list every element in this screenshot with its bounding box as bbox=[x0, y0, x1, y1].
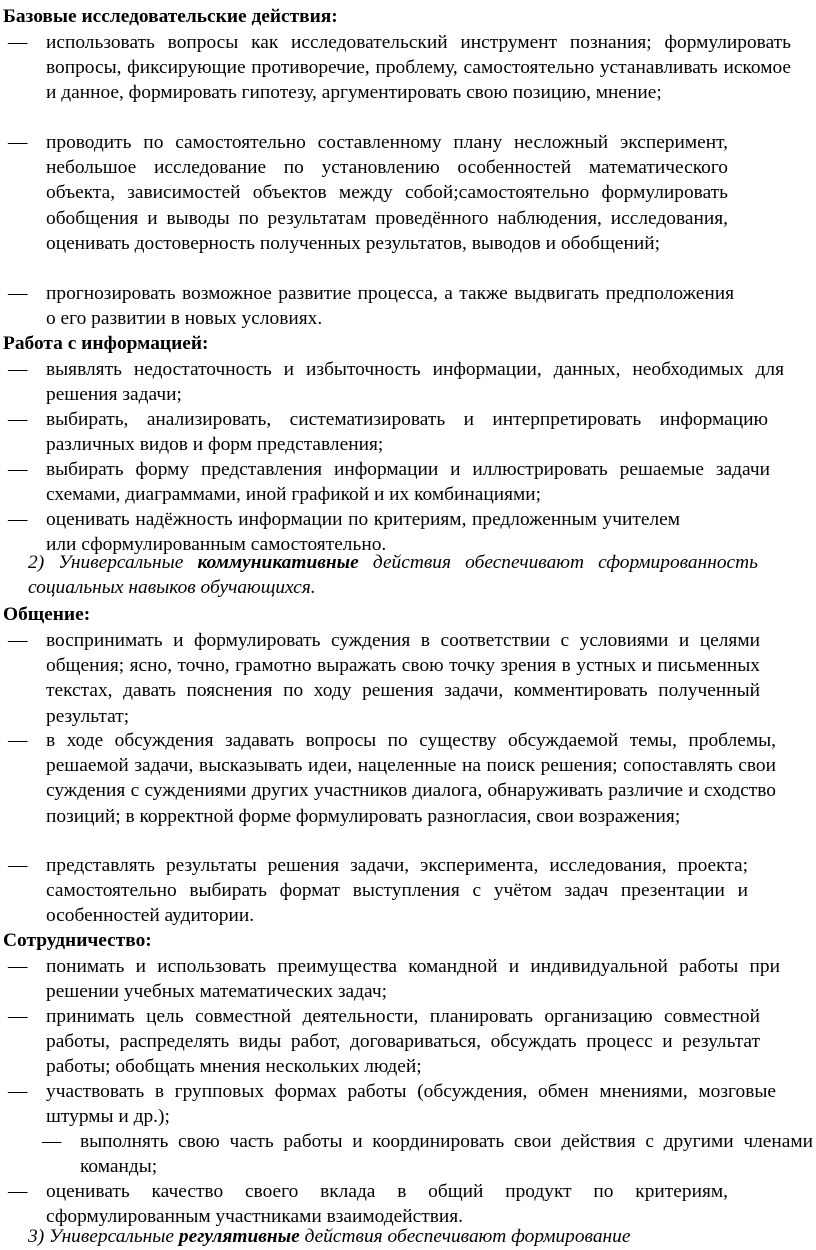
list-item-text: оценивать качество своего вклада в общий продукт по критериям, сформулированным участниками взаимодействия. bbox=[46, 1181, 728, 1228]
list-item-text: понимать и использовать преимущества командной и индивидуальной работы при решении учебных математических задач; bbox=[46, 956, 780, 1003]
section-heading-cooperation: Сотрудничество: bbox=[3, 930, 152, 951]
note-keyword: коммуникативные bbox=[197, 552, 359, 573]
dash-marker: — bbox=[8, 283, 28, 304]
dash-marker: — bbox=[8, 630, 28, 651]
dash-marker: — bbox=[8, 32, 28, 53]
list-item-text: выполнять свою часть работы и координировать свои действия с другими членами команды; bbox=[80, 1131, 813, 1178]
list-item-text: оценивать надёжность информации по критериям, предложенным учителем или сформулированным самостоятельно. bbox=[46, 509, 680, 556]
list-item bbox=[8, 1179, 728, 1229]
dash-marker: — bbox=[8, 1006, 28, 1027]
list-item-text: выявлять недостаточность и избыточность информации, данных, необходимых для решения задачи; bbox=[46, 359, 784, 406]
list-item-text: участвовать в групповых формах работы (обсуждения, обмен мнениями, мозговые штурмы и др.); bbox=[46, 1081, 776, 1128]
note-prefix: 3) Универсальные bbox=[28, 1226, 179, 1247]
list-item bbox=[8, 281, 734, 331]
list-item-text: воспринимать и формулировать суждения в соответствии с условиями и целями общения; ясно, точно, грамотно выражать свою точку зрения в устных и письменных текстах, давать пояснения по ходу решения задачи, комментировать полученный результат; bbox=[46, 630, 760, 727]
list-item-text: выбирать форму представления информации и иллюстрировать решаемые задачи схемами, диаграммами, иной графикой и их комбинациями; bbox=[46, 459, 770, 506]
dash-marker: — bbox=[8, 956, 28, 977]
list-item-text: принимать цель совместной деятельности, планировать организацию совместной работы, распределять виды работ, договариваться, обсуждать процесс и результат работы; обобщать мнения нескольких людей; bbox=[46, 1006, 760, 1078]
section-heading-communication: Общение: bbox=[3, 604, 91, 625]
list-item bbox=[8, 357, 784, 407]
note-prefix: 2) Универсальные bbox=[28, 552, 198, 573]
dash-marker: — bbox=[8, 730, 28, 751]
list-item bbox=[8, 130, 728, 256]
list-item-text: прогнозировать возможное развитие процесса, а также выдвигать предположения о его развитии в новых условиях. bbox=[46, 283, 734, 330]
list-item bbox=[8, 1079, 776, 1129]
dash-marker: — bbox=[8, 509, 28, 530]
note-keyword: регулятивные bbox=[178, 1226, 300, 1247]
list-item-text: в ходе обсуждения задавать вопросы по существу обсуждаемой темы, проблемы, решаемой задачи, высказывать идеи, нацеленные на поиск решения; сопоставлять свои суждения с суждениями других участников диалога, обнаруживать различие и сходство позиций; в корректной форме формулировать разногласия, свои возражения; bbox=[46, 730, 776, 827]
dash-marker: — bbox=[8, 855, 28, 876]
note-communicative bbox=[28, 550, 758, 600]
dash-marker: — bbox=[8, 1181, 28, 1202]
dash-marker: — bbox=[8, 459, 28, 480]
list-item bbox=[8, 407, 768, 457]
section-heading-research: Базовые исследовательские действия: bbox=[3, 6, 338, 27]
dash-marker: — bbox=[8, 132, 28, 153]
list-item-nested bbox=[42, 1129, 813, 1179]
dash-marker: — bbox=[42, 1131, 62, 1152]
note-suffix: действия обеспечивают формирование bbox=[299, 1226, 631, 1247]
list-item-text: представлять результаты решения задачи, эксперимента, исследования, проекта; самостоятельно выбирать формат выступления с учётом задач презентации и особенностей аудитории. bbox=[46, 855, 748, 927]
section-heading-information: Работа с информацией: bbox=[3, 333, 209, 354]
dash-marker: — bbox=[8, 409, 28, 430]
list-item bbox=[8, 628, 760, 729]
list-item-text: проводить по самостоятельно составленному плану несложный эксперимент, небольшое исследование по установлению особенностей математического объекта, зависимостей объектов между собой;самостоятельно формулировать обобщения и выводы по результатам проведённого наблюдения, исследования, оценивать достоверность полученных результатов, выводов и обобщений; bbox=[46, 132, 728, 254]
note-suffix: действия обеспечивают сформированность социальных навыков обучающихся. bbox=[28, 552, 758, 599]
list-item bbox=[8, 457, 770, 507]
list-item bbox=[8, 954, 780, 1004]
list-item bbox=[8, 30, 791, 106]
list-item bbox=[8, 853, 748, 929]
note-regulative bbox=[28, 1224, 758, 1249]
list-item bbox=[8, 728, 776, 829]
list-item bbox=[8, 1004, 760, 1080]
dash-marker: — bbox=[8, 1081, 28, 1102]
dash-marker: — bbox=[8, 359, 28, 380]
list-item-text: использовать вопросы как исследовательский инструмент познания; формулировать вопросы, фиксирующие противоречие, проблему, самостоятельно устанавливать искомое и данное, формировать гипотезу, аргументировать свою позицию, мнение; bbox=[46, 32, 791, 104]
list-item-text: выбирать, анализировать, систематизировать и интерпретировать информацию различных видов и форм представления; bbox=[46, 409, 768, 456]
